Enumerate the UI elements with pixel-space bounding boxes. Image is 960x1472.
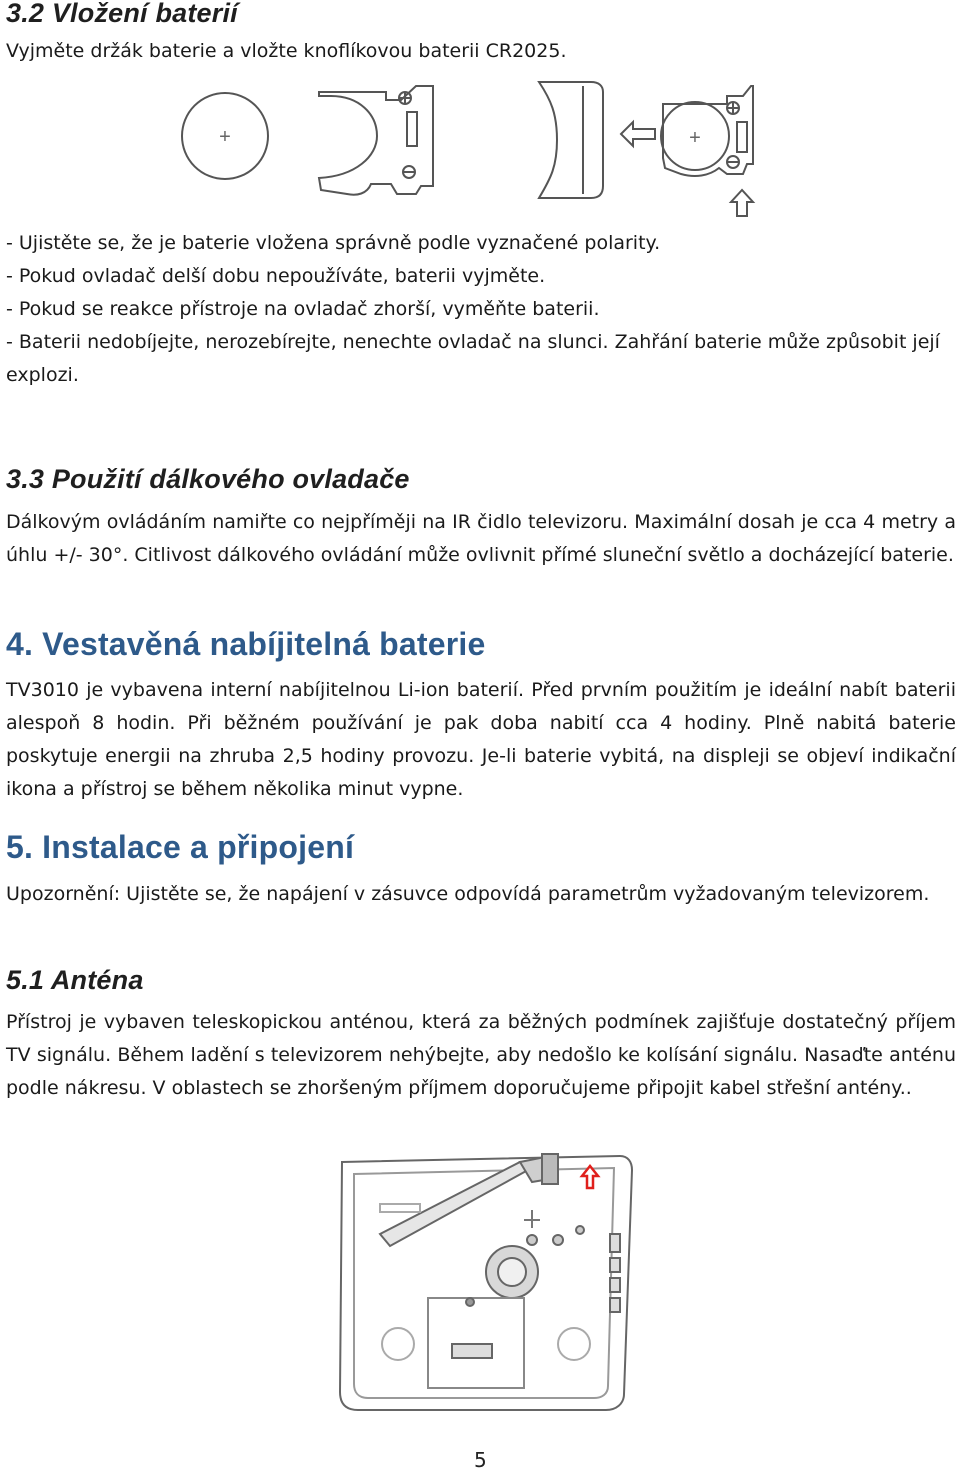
section-3-2-intro: Vyjměte držák baterie a vložte knoflíkovou baterii CR2025. [6,40,567,62]
section-4-text: TV3010 je vybavena interní nabíjitelnou Li-ion baterií. Před prvním použitím je ideální nabít baterii alespoň 8 hodin. Při běžném používání je pak doba nabití cca 4 hodiny. Plně nabitá baterie poskytuje energii na zhruba 2,5 hodiny provozu. Je-li baterie vybitá, na displeji se objeví indikační ikona a přístroj se během několika minut vypne. [6,679,956,800]
arrow-up-shape [731,190,753,216]
battery-warnings-list [6,227,956,392]
tv-antenna-illustration [324,1148,644,1418]
warning-item: - Pokud ovladač delší dobu nepoužíváte, baterii vyjměte. [6,265,546,287]
section-3-2-heading: 3.2 Vložení baterií [6,0,238,28]
warning-item: - Baterii nedobíjejte, nerozebírejte, nenechte ovladač na slunci. Zahřání baterie může způsobit její explozi. [6,331,940,386]
battery-holder-open-shape [319,86,433,195]
battery-plus-sign: + [219,126,231,148]
section-5-1-heading: 5.1 Anténa [6,965,144,995]
battery-insertion-diagram [171,78,811,228]
warning-item: - Ujistěte se, že je baterie vložena správně podle vyznačené polarity. [6,232,661,254]
section-5-text: Upozornění: Ujistěte se, že napájení v zásuvce odpovídá parametrům vyžadovaným televizorem. [6,883,930,905]
page-number: 5 [474,1448,487,1472]
section-3-3-heading: 3.3 Použití dálkového ovladače [6,464,410,494]
remote-body-shape [539,82,603,198]
section-4-heading: 4. Vestavěná nabíjitelná baterie [6,626,486,662]
warning-item: - Pokud se reakce přístroje na ovladač zhorší, vyměňte baterii. [6,298,600,320]
section-3-3-text: Dálkovým ovládáním namiřte co nejpříměji na IR čidlo televizoru. Maximální dosah je cca 4 metry a úhlu +/- 30°. Citlivost dálkového ovládání může ovlivnit přímé sluneční světlo a docházející baterie. [6,511,956,566]
holder-plus-sign: + [689,127,701,149]
section-5-heading: 5. Instalace a připojení [6,829,355,865]
section-5-1-text: Přístroj je vybaven teleskopickou anténou, která za běžných podmínek zajišťuje dostatečný příjem TV signálu. Během ladění s televizorem nehýbejte, aby nedošlo ke kolísání signálu. Nasaďte anténu podle nákresu. V oblastech se zhoršeným příjmem doporučujeme připojit kabel střešní antény.. [6,1011,956,1099]
arrow-left-shape [621,122,655,146]
